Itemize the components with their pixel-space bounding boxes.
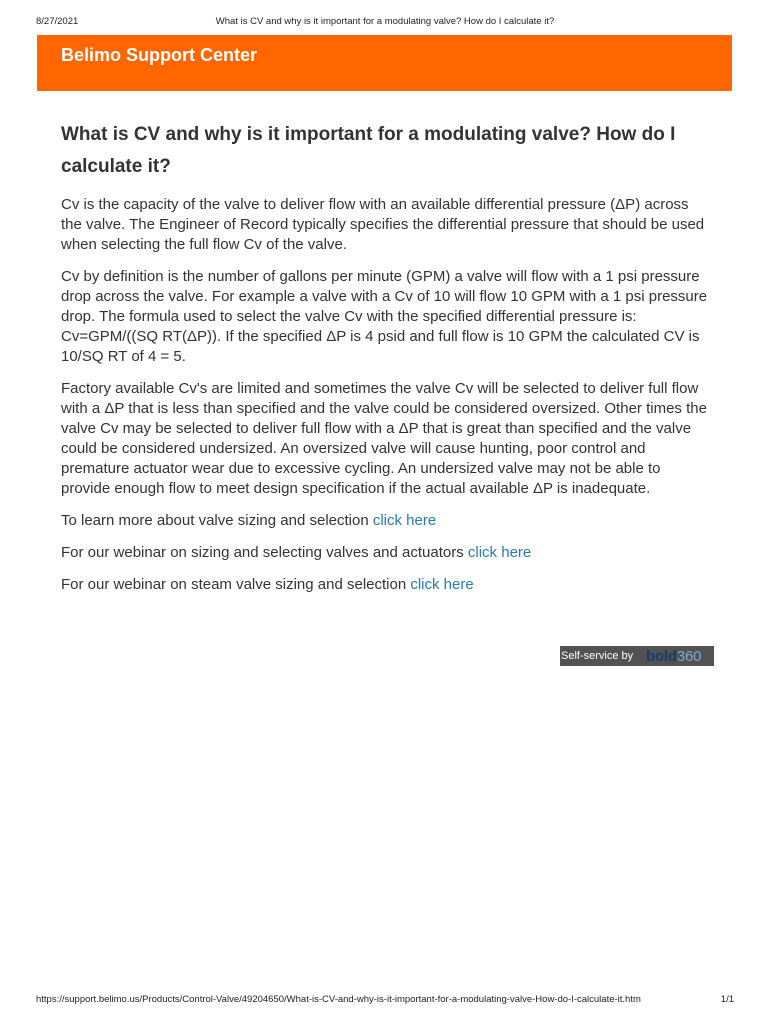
site-banner (37, 35, 732, 91)
article-paragraph-sizing: Factory available Cv's are limited and sometimes the valve Cv will be selected to deliver full flow with a ΔP that is less than specified and the valve could be considered oversized. Other times the valve Cv may be selected to deliver full flow with a ΔP that is great than specified and the valve could be considered undersized. An oversized valve will cause hunting, poor control and premature actuator wear due to excessive cycling. An undersized valve may not be able to provide enough flow to meet design specification if the actual available ΔP is inadequate. (61, 380, 707, 497)
self-service-badge[interactable] (560, 646, 714, 666)
bold360-logo (646, 646, 714, 666)
webinar-steam-text: For our webinar on steam valve sizing and selection (61, 576, 411, 593)
self-service-label: Self-service by (561, 650, 634, 662)
learn-more-line (61, 511, 711, 531)
article (61, 119, 711, 607)
bold360-logo-part2: 360 (676, 647, 702, 665)
webinar-valves-link[interactable]: click here (467, 544, 532, 561)
webinar-steam-link[interactable]: click here (410, 576, 474, 593)
article-paragraph-cv-formula: Cv by definition is the number of gallons per minute (GPM) a valve will flow with a 1 psi pressure drop across the valve. For example a valve with a Cv of 10 will flow 10 GPM with a 1 psi pressure drop. The formula used to select the valve Cv with the specified differential pressure is: Cv=GPM/((SQ RT(ΔP)). If the specified ΔP is 4 psid and full flow is 10 GPM the calculated CV is 10/SQ RT of 4 = 5. (61, 268, 708, 365)
learn-more-text: To learn more about valve sizing and selection (61, 512, 373, 529)
print-footer (36, 994, 734, 1008)
article-paragraph-cv-definition: Cv is the capacity of the valve to deliver flow with an available differential pressure (ΔP) across the valve. The Engineer of Record typically specifies the differential pressure that should be used when selecting the full flow Cv of the valve. (61, 196, 705, 253)
print-url: https://support.belimo.us/Products/Control-Valve/49204650/What-is-CV-and-why-is-it-important-for-a-modulating-valve-How-do-I-calculate-it.htm (36, 994, 641, 1005)
valve-sizing-link[interactable]: click here (372, 512, 437, 529)
article-title: What is CV and why is it important for a modulating valve? How do I calculate it? (61, 124, 676, 177)
page-number: 1/1 (720, 994, 734, 1005)
bold360-logo-part1: bold (646, 647, 677, 665)
print-page-title: What is CV and why is it important for a modulating valve? How do I calculate it? (215, 16, 555, 27)
print-header (36, 16, 734, 30)
print-date: 8/27/2021 (36, 16, 79, 27)
webinar-valves-text: For our webinar on sizing and selecting valves and actuators (61, 544, 468, 561)
site-title[interactable]: Belimo Support Center (61, 45, 258, 65)
webinar-steam-line (61, 575, 711, 595)
webinar-valves-line (61, 543, 711, 563)
